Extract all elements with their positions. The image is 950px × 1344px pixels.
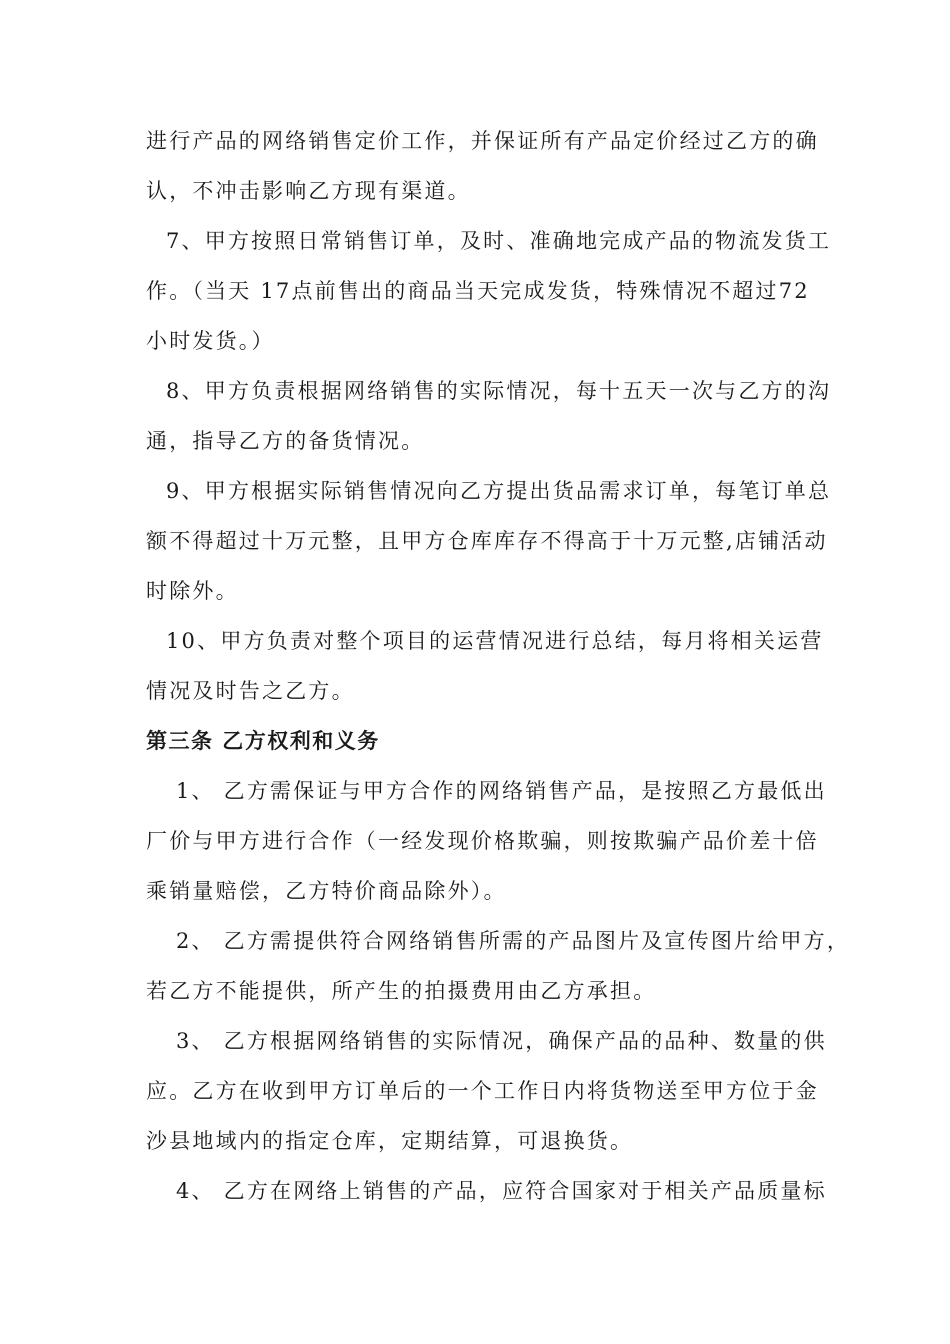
text-line: 若乙方不能提供，所产生的拍摄费用由乙方承担。 xyxy=(146,979,657,1003)
text-line: 通，指导乙方的备货情况。 xyxy=(146,429,425,453)
text-line: 厂价与甲方进行合作（一经发现价格欺骗，则按欺骗产品价差十倍 xyxy=(146,829,819,853)
text-line: 情况及时告之乙方。 xyxy=(146,679,355,703)
text-line: 9、甲方根据实际销售情况向乙方提出货品需求订单，每笔订单总 xyxy=(166,479,832,503)
text-line: 应。乙方在收到甲方订单后的一个工作日内将货物送至甲方位于金 xyxy=(146,1079,819,1103)
text-line: 时除外。 xyxy=(146,579,239,603)
text-line: 8、甲方负责根据网络销售的实际情况，每十五天一次与乙方的沟 xyxy=(166,379,832,403)
text-line: 2、 乙方需提供符合网络销售所需的产品图片及宣传图片给甲方， xyxy=(176,929,851,953)
text-line: 乘销量赔偿，乙方特价商品除外）。 xyxy=(146,879,507,903)
text-line: 额不得超过十万元整，且甲方仓库库存不得高于十万元整,店铺活动 xyxy=(146,529,828,553)
text-line: 沙县地域内的指定仓库，定期结算，可退换货。 xyxy=(146,1129,634,1153)
text-line: 3、 乙方根据网络销售的实际情况，确保产品的品种、数量的供 xyxy=(176,1029,827,1053)
text-line: 7、甲方按照日常销售订单，及时、准确地完成产品的物流发货工 xyxy=(166,229,832,253)
text-line: 小时发货。） xyxy=(146,329,275,353)
section-heading: 第三条 乙方权利和义务 xyxy=(146,728,380,753)
text-line: 作。（当天 17点前售出的商品当天完成发货，特殊情况不超过72 xyxy=(146,279,810,303)
text-line: 认，不冲击影响乙方现有渠道。 xyxy=(146,179,471,203)
text-line: 10、甲方负责对整个项目的运营情况进行总结，每月将相关运营 xyxy=(166,629,824,653)
text-line: 1、 乙方需保证与甲方合作的网络销售产品，是按照乙方最低出 xyxy=(176,779,827,803)
text-line: 4、 乙方在网络上销售的产品，应符合国家对于相关产品质量标 xyxy=(176,1179,827,1203)
text-line: 进行产品的网络销售定价工作，并保证所有产品定价经过乙方的确 xyxy=(146,129,819,153)
